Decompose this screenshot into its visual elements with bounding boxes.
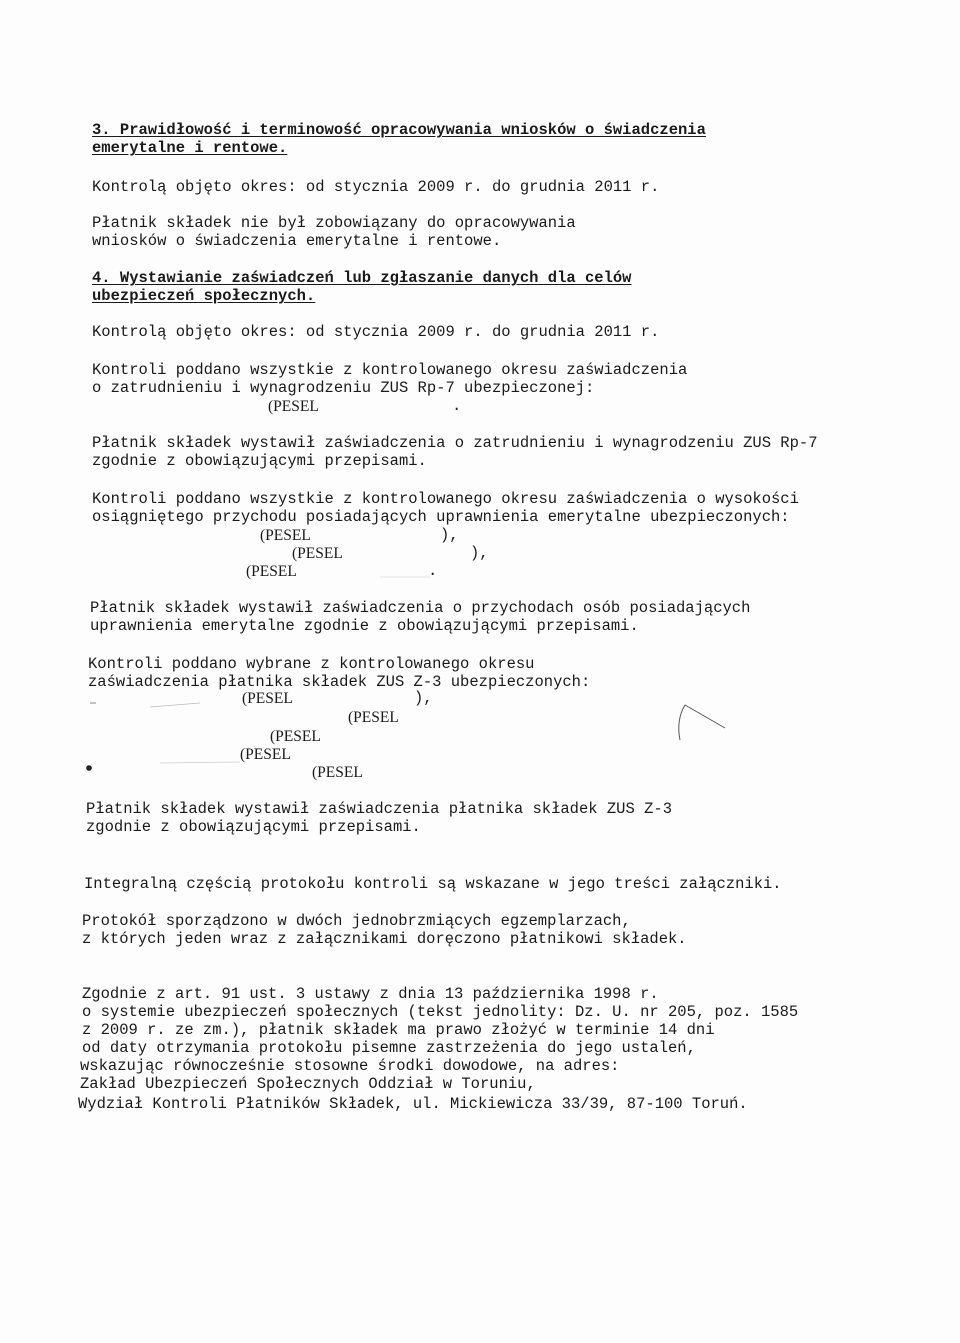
pesel-entry-end: .: [452, 397, 462, 415]
rp7-intro-line-1: Kontroli poddano wszystkie z kontrolowanego okresu zaświadczenia: [92, 361, 688, 379]
rp7-result-line-2: zgodnie z obowiązującymi przepisami.: [92, 452, 427, 470]
rp7-result-line-1: Płatnik składek wystawił zaświadczenia o zatrudnieniu i wynagrodzeniu ZUS Rp-7: [92, 434, 818, 452]
appeal-line-2: o systemie ubezpieczeń społecznych (tekst jednolity: Dz. U. nr 205, poz. 1585: [82, 1003, 799, 1021]
income-result-line-1: Płatnik składek wystawił zaświadczenia o przychodach osób posiadających: [90, 599, 751, 617]
income-intro-line-2: osiągniętego przychodu posiadających uprawnienia emerytalne ubezpieczonych:: [92, 508, 790, 526]
pen-stroke-mark: [679, 705, 725, 740]
pesel-entry: (PESEL: [270, 728, 321, 745]
z3-result-line-1: Płatnik składek wystawił zaświadczenia płatnika składek ZUS Z-3: [86, 800, 672, 818]
appeal-line-4: od daty otrzymania protokołu pisemne zastrzeżenia do jego ustaleń,: [82, 1039, 696, 1057]
z3-intro-line-1: Kontroli poddano wybrane z kontrolowanego okresu: [88, 655, 535, 673]
pesel-entry-end: .: [428, 562, 438, 580]
z3-intro-line-2: zaświadczenia płatnika składek ZUS Z-3 ubezpieczonych:: [88, 673, 591, 691]
pesel-entry: (PESEL: [312, 764, 363, 781]
appeal-line-7: Wydział Kontroli Płatników Składek, ul. Mickiewicza 33/39, 87-100 Toruń.: [78, 1095, 748, 1113]
copies-note-line-1: Protokół sporządzono w dwóch jednobrzmiących egzemplarzach,: [82, 912, 631, 930]
section-3-period: Kontrolą objęto okres: od stycznia 2009 r. do grudnia 2011 r.: [92, 178, 660, 196]
pesel-entry-end: ),: [414, 689, 433, 707]
rp7-intro-line-2: o zatrudnieniu i wynagrodzeniu ZUS Rp-7 ubezpieczonej:: [92, 379, 595, 397]
appeal-line-3: z 2009 r. ze zm.), płatnik składek ma prawo złożyć w terminie 14 dni: [82, 1021, 715, 1039]
appeal-line-1: Zgodnie z art. 91 ust. 3 ustawy z dnia 13 października 1998 r.: [82, 985, 659, 1003]
section-4-period: Kontrolą objęto okres: od stycznia 2009 r. do grudnia 2011 r.: [92, 323, 660, 341]
pesel-entry: (PESEL: [268, 398, 319, 415]
pesel-entry: (PESEL: [240, 746, 291, 763]
section-4-heading-line-1: 4. Wystawianie zaświadczeń lub zgłaszanie danych dla celów: [92, 269, 632, 287]
z3-result-line-2: zgodnie z obowiązującymi przepisami.: [86, 818, 421, 836]
pesel-entry: (PESEL: [246, 563, 297, 580]
pesel-entry: (PESEL: [242, 690, 293, 707]
pesel-entry-end: ),: [440, 526, 459, 544]
income-intro-line-1: Kontroli poddano wszystkie z kontrolowanego okresu zaświadczenia o wysokości: [92, 490, 799, 508]
faint-line-mark: [150, 703, 200, 707]
pesel-entry: (PESEL: [260, 527, 311, 544]
appeal-line-6: Zakład Ubezpieczeń Społecznych Oddział w Toruniu,: [80, 1075, 536, 1093]
section-3-heading-line-2: emerytalne i rentowe.: [92, 139, 288, 157]
pesel-entry: (PESEL: [348, 709, 399, 726]
section-4-heading-line-2: ubezpieczeń społecznych.: [92, 287, 316, 305]
faint-line-mark: [160, 762, 240, 763]
attachments-note: Integralną częścią protokołu kontroli są wskazane w jego treści załączniki.: [84, 875, 782, 893]
section-3-text-line-2: wniosków o świadczenia emerytalne i rentowe.: [92, 232, 502, 250]
pesel-entry-end: ),: [470, 544, 489, 562]
pesel-entry: (PESEL: [292, 545, 343, 562]
section-3-text-line-1: Płatnik składek nie był zobowiązany do opracowywania: [92, 214, 576, 232]
copies-note-line-2: z których jeden wraz z załącznikami doręczono płatnikowi składek.: [82, 930, 687, 948]
section-3-heading-line-1: 3. Prawidłowość i terminowość opracowywania wniosków o świadczenia: [92, 121, 706, 139]
appeal-line-5: wskazując równocześnie stosowne środki dowodowe, na adres:: [80, 1057, 620, 1075]
bullet-dot-mark: [86, 765, 92, 771]
income-result-line-2: uprawnienia emerytalne zgodnie z obowiązującymi przepisami.: [90, 617, 639, 635]
